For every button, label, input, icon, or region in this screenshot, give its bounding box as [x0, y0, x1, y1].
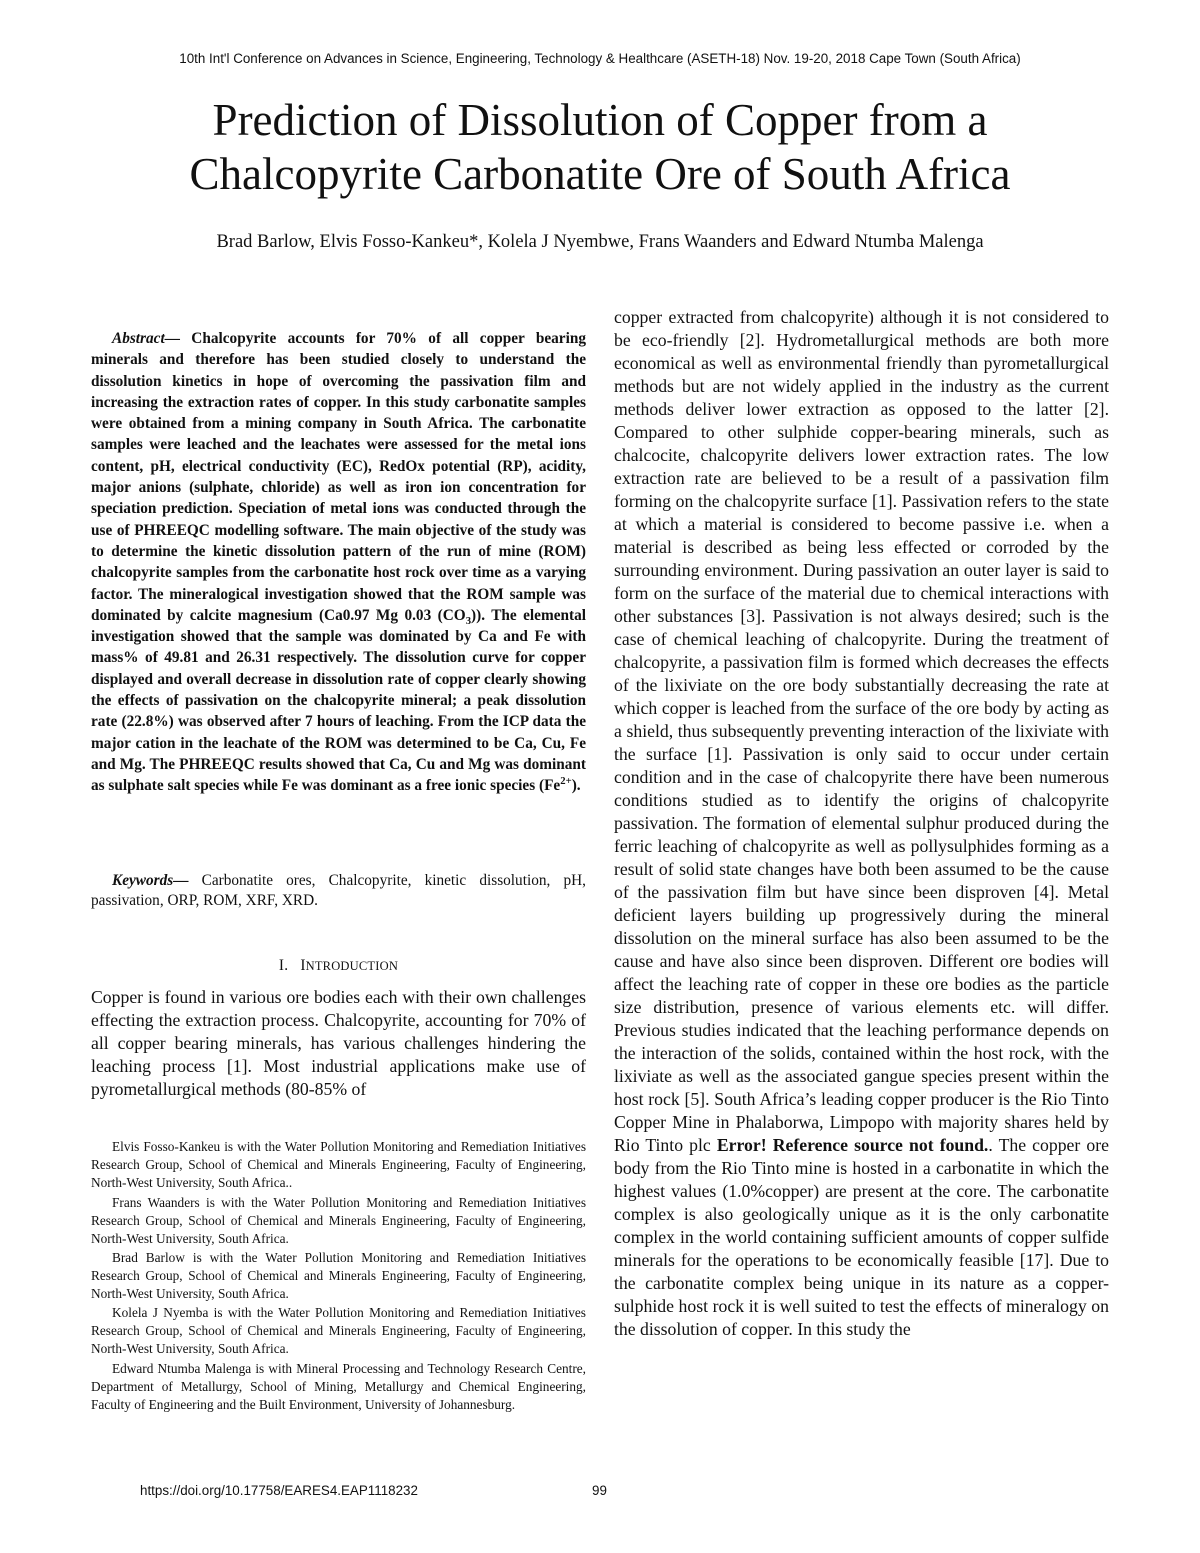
introduction-paragraph-right: [614, 306, 1109, 1341]
conference-header: 10th Int'l Conference on Advances in Science, Engineering, Technology & Healthcare (ASETH-18) Nov. 19-20, 2018 Cape Town (South Africa): [179, 51, 1021, 66]
intro-right-text-part-1: copper extracted from chalcopyrite) although it is not considered to be eco-friendly [2]. Hydrometallurgical methods are both more economical as well as environmental friendly than pyrometallurgical methods but are not widely applied in the industry as the current methods deliver lower extraction as opposed to the latter [2]. Compared to other sulphide copper-bearing minerals, such as chalcocite, chalcopyrite delivers lower extraction rates. The low extraction rate are believed to be a result of a passivation film forming on the chalcopyrite surface [1]. Passivation refers to the state at which a material is considered to become passive i.e. when a material is described as being less effected or corroded by the surrounding environment. During passivation an outer layer is said to form on the surface of the material due to chemical interactions with other substances [3]. Passivation is not always desired; such is the case of chemical leaching of chalcopyrite. During the treatment of chalcopyrite, a passivation film is formed which decreases the effects of the lixiviate on the ore body substantially decreasing the rate at which copper is leached from the surface of the ore body by acting as a shield, thus subsequently preventing interaction of the lixiviate with the surface [1]. Passivation is only said to occur under certain condition and in the case of chalcopyrite there have been numerous conditions studied as to identify the origins of chalcopyrite passivation. The formation of elemental sulphur produced during the ferric leaching of chalcopyrite as well as pollysulphides forming as a result of solid state changes have both been assumed to be the cause of the passivation film but have since been disproven [4]. Metal deficient layers building up progressively during the mineral dissolution on the mineral surface has also been assumed to be the cause and have also since been disproven. Different ore bodies will affect the leaching rate of copper in these ore bodies as the particle size distribution, presence of various elements etc. will differ. Previous studies indicated that the leaching performance depends on the interaction of the solids, contained within the host rock, with the lixiviate as well as the associated gangue species present within the host rock [5]. South Africa’s leading copper producer is the Rio Tinto Copper Mine in Phalaborwa, Limpopo with majority shares held by Rio Tinto plc: [614, 307, 1109, 1155]
author-list: Brad Barlow, Elvis Fosso-Kankeu*, Kolela J Nyembwe, Frans Waanders and Edward Ntumba Malenga: [216, 232, 984, 252]
abstract-superscript: 2+: [560, 775, 572, 788]
keywords: [91, 871, 586, 910]
title-line-2: Chalcopyrite Carbonatite Ore of South Africa: [189, 149, 1011, 199]
title-line-1: Prediction of Dissolution of Copper from a: [212, 95, 988, 145]
footnote-affiliation: Brad Barlow is with the Water Pollution Monitoring and Remediation Initiatives Research Group, School of Chemical and Minerals Engineering, Faculty of Engineering, North-West University, South Africa.: [91, 1250, 586, 1302]
abstract-lead: Abstract—: [112, 330, 180, 347]
section-heading-introduction: [91, 957, 586, 975]
footnote-affiliation: Kolela J Nyemba is with the Water Pollution Monitoring and Remediation Initiatives Research Group, School of Chemical and Minerals Engineering, Faculty of Engineering, North-West University, South Africa.: [91, 1305, 586, 1357]
keywords-text: Carbonatite ores, Chalcopyrite, kinetic dissolution, pH, passivation, ORP, ROM, XRF, XRD.: [91, 872, 586, 909]
footer-doi-link[interactable]: https://doi.org/10.17758/EARES4.EAP1118232: [140, 1483, 418, 1498]
abstract-text-part-3: ).: [571, 777, 581, 795]
paper-title: [60, 93, 1140, 201]
reference-error-text: Error! Reference source not found.: [716, 1135, 989, 1155]
introduction-paragraph-left: Copper is found in various ore bodies each with their own challenges effecting the extraction process. Chalcopyrite, accounting for 70% of all copper bearing minerals, has various challenges hindering the leaching process [1]. Most industrial applications make use of pyrometallurgical methods (80-85% of: [91, 987, 586, 1099]
page-number: 99: [592, 1483, 607, 1498]
intro-right-text-part-2: . The copper ore body from the Rio Tinto mine is hosted in a carbonatite in which the highest values (1.0%copper) are present at the core. The carbonatite complex is also geologically unique as it is the only carbonatite complex in the world containing sufficient amounts of copper sulfide minerals for the operations to be economically feasible [17]. Due to the carbonatite complex being unique in its nature as a copper-sulphide host rock it is well suited to test the effects of mineralogy on the dissolution of copper. In this study the: [614, 1135, 1109, 1339]
section-number: I.: [278, 957, 289, 974]
abstract: [91, 328, 586, 797]
section-first-letter: I: [300, 957, 306, 974]
abstract-subscript: 3: [465, 614, 472, 627]
footnote-affiliation: Edward Ntumba Malenga is with Mineral Processing and Technology Research Centre, Department of Metallurgy, School of Mining, Metallurgy and Chemical Engineering, Faculty of Engineering and the Built Environment, University of Johannesburg.: [91, 1361, 586, 1413]
keywords-lead: Keywords—: [112, 872, 189, 889]
abstract-text-part-2: )). The elemental investigation showed that the sample was dominated by Ca and Fe with mass% of 49.81 and 26.31 respectively. The dissolution curve for copper displayed and overall decrease in dissolution rate of copper clearly showing the effects of passivation on the chalcopyrite mineral; a peak dissolution rate (22.8%) was observed after 7 hours of leaching. From the ICP data the major cation in the leachate of the ROM was determined to be Ca, Cu, Fe and Mg. The PHREEQC results showed that Ca, Cu and Mg was dominant as sulphate salt species while Fe was dominant as a free ionic species (Fe: [91, 606, 586, 795]
abstract-text-part-1: Chalcopyrite accounts for 70% of all copper bearing minerals and therefore has been studied closely to understand the dissolution kinetics in hope of overcoming the passivation film and increasing the extraction rates of copper. In this study carbonatite samples were obtained from a mining company in South Africa. The carbonatite samples were leached and the leachates were assessed for the metal ions content, pH, electrical conductivity (EC), RedOx potential (RP), acidity, major anions (sulphate, chloride) as well as iron ion concentration for speciation prediction. Speciation of metal ions was conducted through the use of PHREEQC modelling software. The main objective of the study was to determine the kinetic dissolution pattern of the run of mine (ROM) chalcopyrite samples from the carbonatite host rock over time as a varying factor. The mineralogical investigation showed that the ROM sample was dominated by calcite magnesium (Ca0.97 Mg 0.03 (CO: [91, 330, 586, 624]
footnote-affiliation: Frans Waanders is with the Water Pollution Monitoring and Remediation Initiatives Research Group, School of Chemical and Minerals Engineering, Faculty of Engineering, North-West University, South Africa.: [91, 1195, 586, 1247]
section-title-rest: NTRODUCTION: [305, 959, 399, 973]
footnote-affiliation: Elvis Fosso-Kankeu is with the Water Pollution Monitoring and Remediation Initiatives Research Group, School of Chemical and Minerals Engineering, Faculty of Engineering, North-West University, South Africa..: [91, 1139, 586, 1191]
